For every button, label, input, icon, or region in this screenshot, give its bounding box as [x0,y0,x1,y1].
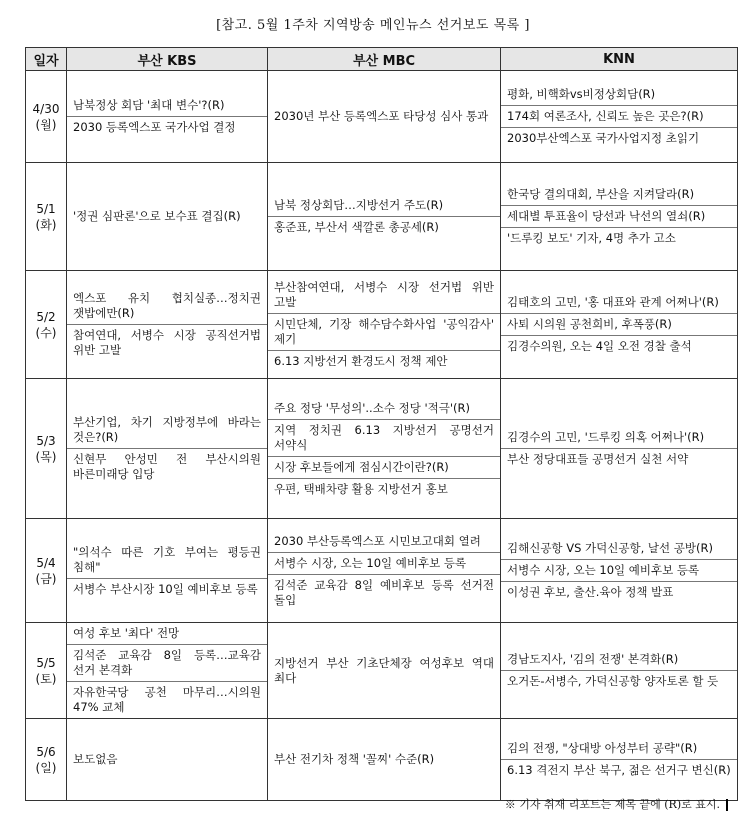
mbc-news-item: 6.13 지방선거 환경도시 정책 제안 [268,350,500,372]
mbc-news-item: 시장 후보들에게 점심시간이란?(R) [268,456,500,478]
table-row [26,519,738,623]
day-of-week: (금) [35,571,57,586]
kbs-news-item: 참여연대, 서병수 시장 공직선거법 위반 고발 [67,324,267,361]
header-date: 일자 [26,48,67,71]
header-mbc: 부산 MBC [268,48,501,71]
date-value: 5/5 [36,655,56,670]
knn-cell [501,379,738,519]
knn-cell [501,71,738,163]
knn-news-item: 2030부산엑스포 국가사업지정 초읽기 [501,127,737,149]
mbc-cell [268,379,501,519]
election-news-table [25,47,738,801]
mbc-news-item: 2030 부산등록엑스포 시민보고대회 열려 [274,533,481,548]
mbc-news-item: 김석준 교육감 8일 예비후보 등록 선거전 돌입 [268,574,500,611]
mbc-news-item: 시민단체, 기장 해수담수화사업 '공익감사' 제기 [268,313,500,350]
knn-news-item: 이성권 후보, 출산.육아 정책 발표 [501,581,737,603]
kbs-cell [67,519,268,623]
mbc-cell [268,71,501,163]
kbs-news-item: 자유한국당 공천 마무리…시의원 47% 교체 [67,681,267,718]
knn-news-item: 평화, 비핵화vs비정상회담(R) [507,87,656,101]
day-of-week: (수) [35,325,57,340]
date-cell [26,163,67,271]
header-knn: KNN [501,48,738,71]
date-cell [26,379,67,519]
footnote-text: ※ 기자 취재 리포트는 제목 끝에 (R)로 표시. [504,798,720,811]
day-of-week: (일) [35,760,57,775]
kbs-news-item: 서병수 부산시장 10일 예비후보 등록 [67,578,267,600]
date-value: 5/4 [36,555,56,570]
date-cell [26,519,67,623]
table-row [26,163,738,271]
mbc-cell [268,719,501,801]
knn-news-item: 김태호의 고민, '홍 대표와 관계 어쩌나'(R) [507,295,719,309]
date-cell [26,271,67,379]
knn-news-item: 한국당 결의대회, 부산을 지켜달라(R) [507,187,695,201]
knn-news-item: 김해신공항 VS 가덕신공항, 날선 공방(R) [507,541,713,555]
kbs-news-item: 김석준 교육감 8일 등록…교육감 선거 본격화 [67,644,267,681]
day-of-week: (월) [35,117,57,132]
knn-news-item: 오거돈-서병수, 가덕신공항 양자토론 할 듯 [501,670,737,692]
kbs-news-item: 엑스포 유치 협치실종…정치권 잿밥에만(R) [73,291,261,320]
mbc-news-item: 2030년 부산 등록엑스포 타당성 심사 통과 [274,109,489,123]
day-of-week: (화) [35,217,57,232]
table-row [26,71,738,163]
day-of-week: (목) [35,449,57,464]
knn-news-item: 경남도지사, '김의 전쟁' 본격화(R) [507,652,679,666]
text-cursor [726,799,728,811]
mbc-news-item: 남북 정상회담…지방선거 주도(R) [274,198,444,212]
date-cell [26,623,67,719]
mbc-news-item: 지역 정치권 6.13 지방선거 공명선거 서약식 [268,419,500,456]
kbs-cell [67,719,268,801]
knn-cell [501,271,738,379]
mbc-cell [268,271,501,379]
knn-cell [501,519,738,623]
kbs-news-item: 남북정상 회담 '최대 변수'?(R) [73,98,225,112]
kbs-news-item: 부산기업, 차기 지방정부에 바라는 것은?(R) [73,415,261,444]
mbc-news-item: 부산 전기차 정책 '꼴찌' 수준(R) [274,752,435,766]
date-value: 5/2 [36,309,56,324]
mbc-cell [268,163,501,271]
mbc-news-item: 부산참여연대, 서병수 시장 선거법 위반 고발 [274,280,494,309]
date-value: 5/6 [36,744,56,759]
kbs-cell [67,623,268,719]
date-cell [26,71,67,163]
kbs-news-item: 2030 등록엑스포 국가사업 결정 [67,116,267,138]
knn-news-item: 김경수의 고민, '드루킹 의혹 어쩌나'(R) [507,430,705,444]
mbc-cell [268,519,501,623]
knn-cell [501,623,738,719]
mbc-news-item: 홍준표, 부산서 색깔론 총공세(R) [268,216,500,238]
knn-news-item: 사퇴 시의원 공천희비, 후폭풍(R) [501,313,737,335]
mbc-news-item: 주요 정당 '무성의'..소수 정당 '적극'(R) [274,400,470,415]
mbc-news-item: 우편, 택배차량 활용 지방선거 홍보 [268,478,500,500]
mbc-news-item: 지방선거 부산 기초단체장 여성후보 역대 최다 [274,655,494,685]
table-row [26,271,738,379]
header-row [26,48,738,71]
date-value: 5/1 [36,201,56,216]
knn-news-item: 서병수 시장, 오는 10일 예비후보 등록 [501,559,737,581]
day-of-week: (토) [35,671,57,686]
kbs-news-item: '정권 심판론'으로 보수표 결집(R) [73,209,241,223]
footnote [505,796,728,812]
page-title: [참고. 5월 1주차 지역방송 메인뉴스 선거보도 목록 ] [216,18,530,33]
kbs-cell [67,379,268,519]
knn-news-item: '드루킹 보도' 기자, 4명 추가 고소 [501,227,737,249]
table-row [26,623,738,719]
kbs-news-item: 여성 후보 '최다' 전망 [73,626,180,640]
knn-cell [501,719,738,801]
knn-news-item: 김의 전쟁, "상대방 아성부터 공략"(R) [507,741,698,755]
kbs-cell [67,71,268,163]
kbs-news-item: "의석수 따른 기호 부여는 평등권 침해" [73,544,261,574]
knn-news-item: 6.13 격전지 부산 북구, 젊은 선거구 변신(R) [501,759,737,781]
date-value: 4/30 [32,101,60,116]
knn-news-item: 부산 정당대표들 공명선거 실천 서약 [501,448,737,470]
kbs-news-item: 신현무 안성민 전 부산시의원 바른미래당 입당 [67,448,267,485]
knn-news-item: 174회 여론조사, 신뢰도 높은 곳은?(R) [501,105,737,127]
table-row [26,719,738,801]
kbs-cell [67,271,268,379]
mbc-cell [268,623,501,719]
mbc-news-item: 서병수 시장, 오는 10일 예비후보 등록 [268,552,500,574]
table-row [26,379,738,519]
header-kbs: 부산 KBS [67,48,268,71]
knn-cell [501,163,738,271]
knn-news-item: 세대별 투표율이 당선과 낙선의 열쇠(R) [501,205,737,227]
kbs-cell [67,163,268,271]
date-cell [26,719,67,801]
knn-news-item: 김경수의원, 오는 4일 오전 경찰 출석 [501,335,737,357]
kbs-news-item: 보도없음 [73,752,118,766]
date-value: 5/3 [36,433,56,448]
